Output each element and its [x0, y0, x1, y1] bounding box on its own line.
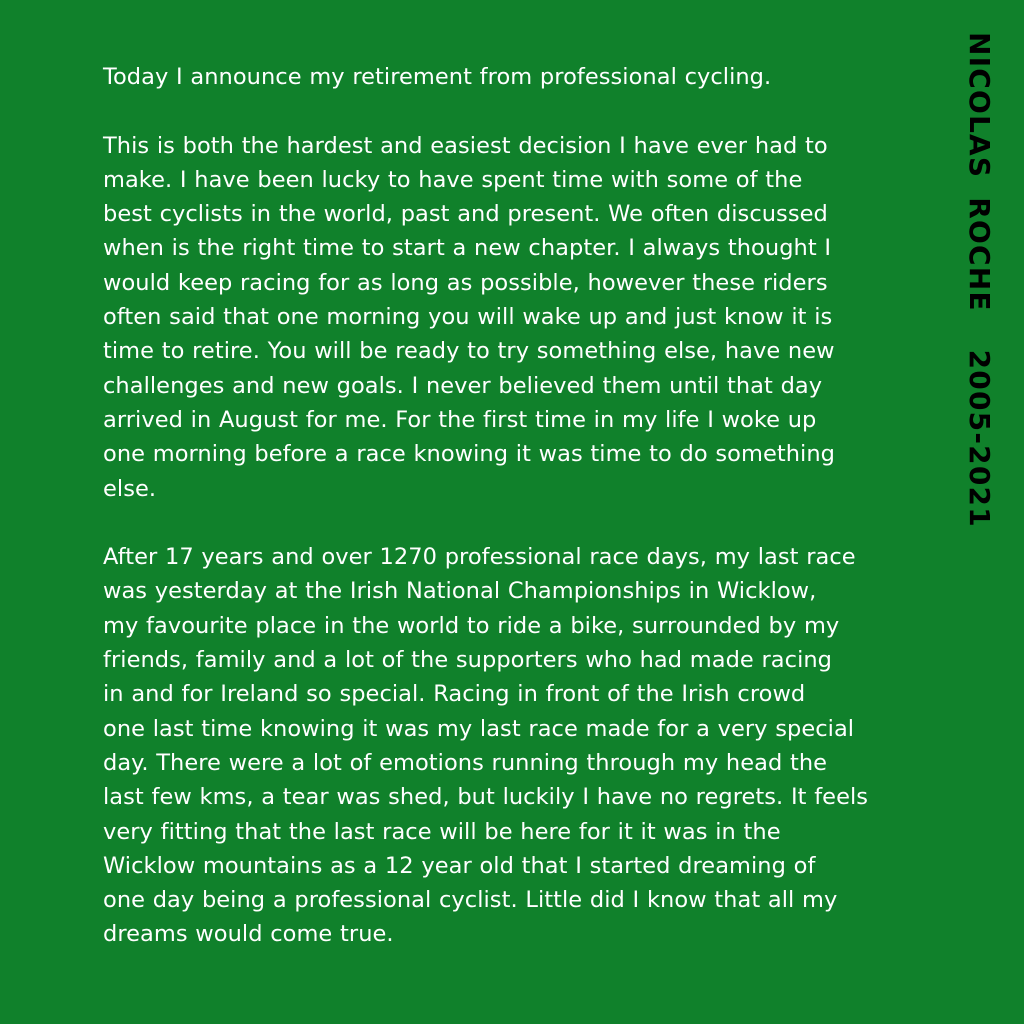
text-line: often said that one morning you will wake up and just know it is — [103, 304, 833, 331]
text-line: This is both the hardest and easiest decision I have ever had to — [103, 132, 828, 159]
text-line: Today I announce my retirement from professional cycling. — [103, 64, 772, 90]
paragraph-announcement — [103, 60, 933, 94]
text-line: would keep racing for as long as possible, however these riders — [103, 269, 828, 296]
paragraph-gap — [103, 506, 933, 540]
paragraph-gap — [103, 94, 933, 128]
text-line: one morning before a race knowing it was time to do something — [103, 441, 835, 468]
text-line: else. — [103, 475, 157, 502]
text-line: was yesterday at the Irish National Championships in Wicklow, — [103, 578, 817, 605]
text-line: last few kms, a tear was shed, but luckily I have no regrets. It feels — [103, 784, 869, 811]
text-line: one last time knowing it was my last race made for a very special — [103, 715, 855, 742]
text-line: time to retire. You will be ready to try something else, have new — [103, 338, 835, 365]
text-line: arrived in August for me. For the first time in my life I woke up — [103, 406, 817, 433]
paragraph-last-race — [103, 540, 933, 952]
vertical-name-dates: NICOLAS ROCHE 2005-2021 — [963, 32, 996, 528]
text-line: make. I have been lucky to have spent time with some of the — [103, 166, 803, 193]
vertical-title-container — [960, 32, 1000, 528]
text-line: very fitting that the last race will be here for it it was in the — [103, 818, 781, 845]
text-line: friends, family and a lot of the supporters who had made racing — [103, 647, 833, 674]
text-line: challenges and new goals. I never believed them until that day — [103, 372, 823, 399]
text-line: best cyclists in the world, past and present. We often discussed — [103, 201, 828, 228]
text-line: Wicklow mountains as a 12 year old that I started dreaming of — [103, 852, 816, 879]
text-line: day. There were a lot of emotions running through my head the — [103, 749, 828, 776]
paragraph-decision — [103, 129, 933, 506]
text-line: my favourite place in the world to ride a bike, surrounded by my — [103, 612, 840, 639]
text-line: dreams would come true. — [103, 921, 394, 948]
text-line: After 17 years and over 1270 professional race days, my last race — [103, 544, 856, 571]
retirement-statement — [103, 60, 933, 980]
text-line: when is the right time to start a new chapter. I always thought I — [103, 235, 832, 262]
text-line: one day being a professional cyclist. Little did I know that all my — [103, 887, 838, 914]
text-line: in and for Ireland so special. Racing in front of the Irish crowd — [103, 681, 806, 708]
